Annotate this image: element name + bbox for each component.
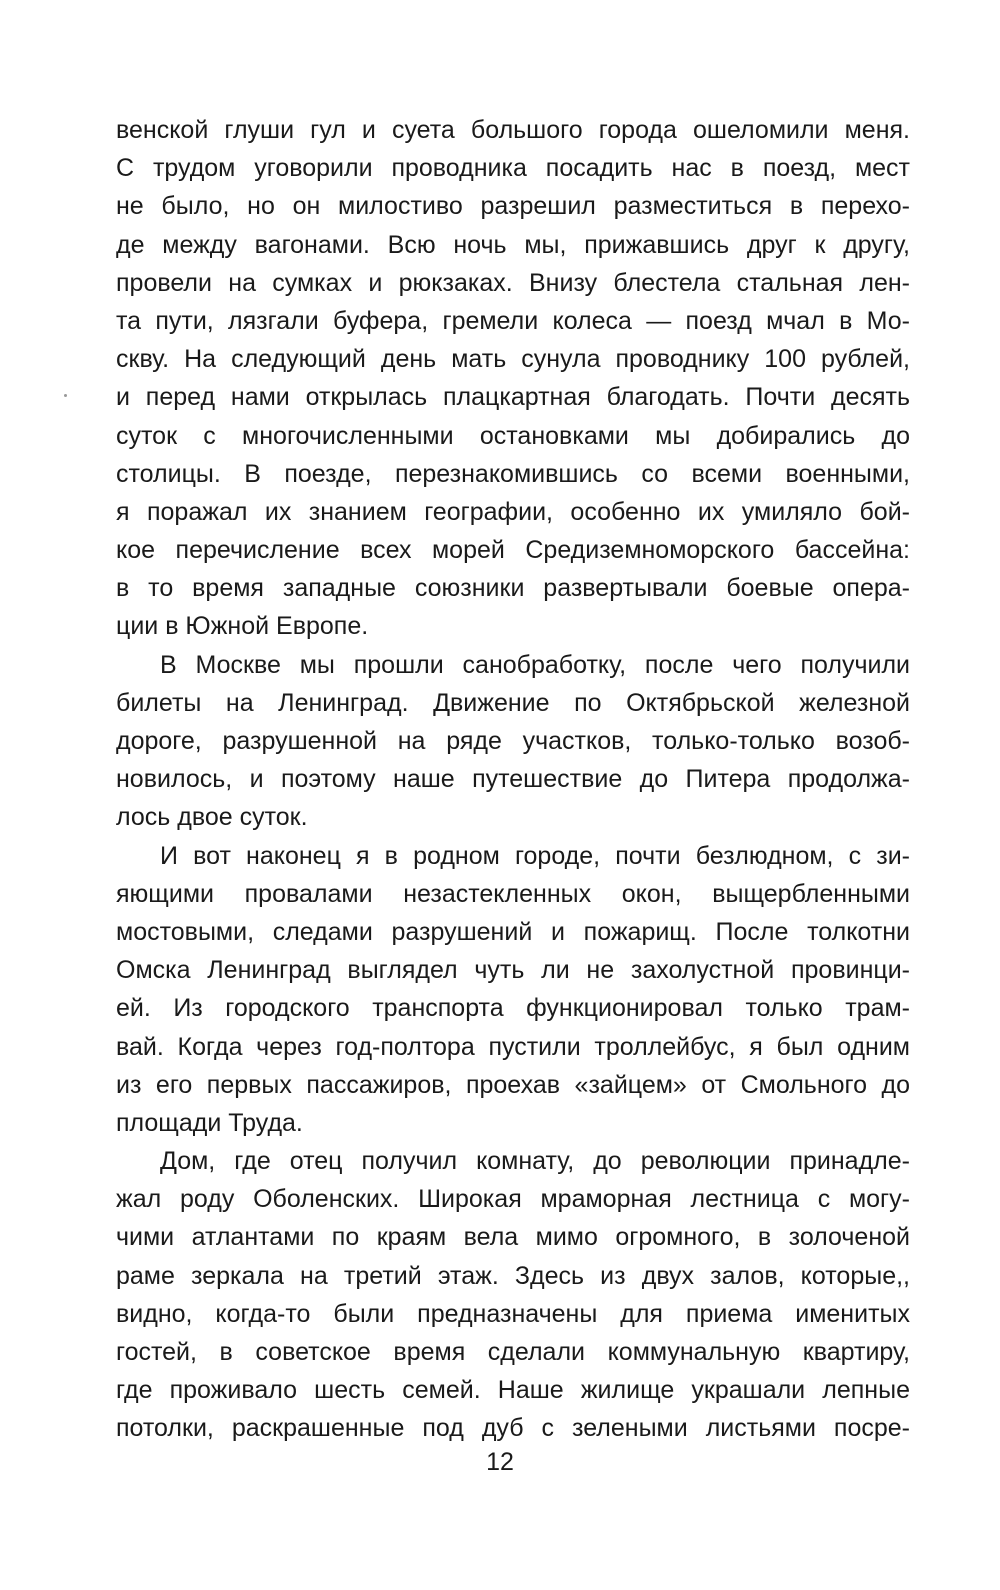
text-line: раме зеркала на третий этаж. Здесь из двух залов, которые,, bbox=[116, 1261, 910, 1290]
text-line: де между вагонами. Всю ночь мы, прижавшись друг к другу, bbox=[116, 230, 910, 259]
text-line: билеты на Ленинград. Движение по Октябрьской железной bbox=[116, 688, 910, 717]
page-number: 12 bbox=[486, 1448, 514, 1476]
text-line: венской глуши гул и суета большого города ошеломили меня. bbox=[116, 116, 910, 144]
text-line: лось двое суток. bbox=[116, 803, 308, 832]
text-line: не было, но он милостиво разрешил разместиться в перехо- bbox=[116, 192, 910, 221]
text-line: и перед нами открылась плацкартная благодать. Почти десять bbox=[116, 383, 910, 412]
text-line: та пути, лязгали буфера, гремели колеса — поезд мчал в Мо- bbox=[116, 306, 910, 335]
text-line: потолки, раскрашенные под дуб с зелеными листьями посре- bbox=[116, 1414, 910, 1443]
text-line: где проживало шесть семей. Наше жилище украшали лепные bbox=[116, 1376, 910, 1405]
text-line: провели на сумках и рюкзаках. Внизу блестела стальная лен- bbox=[116, 268, 910, 297]
text-line: вай. Когда через год-полтора пустили троллейбус, я был одним bbox=[116, 1032, 910, 1061]
text-line: В Москве мы прошли санобработку, после чего получили bbox=[160, 650, 910, 679]
text-line: чими атлантами по краям вела мимо огромного, в золоченой bbox=[116, 1223, 910, 1252]
text-line: С трудом уговорили проводника посадить нас в поезд, мест bbox=[116, 154, 910, 183]
text-line: площади Труда. bbox=[116, 1108, 303, 1137]
paragraph bbox=[116, 837, 910, 1143]
text-line: Омска Ленинград выглядел чуть ли не захолустной провинци- bbox=[116, 956, 910, 985]
text-line: ей. Из городского транспорта функционировал только трам- bbox=[116, 994, 910, 1023]
text-line: жал роду Оболенских. Широкая мраморная лестница с могу- bbox=[116, 1185, 910, 1214]
text-line: дороге, разрушенной на ряде участков, только-только возоб- bbox=[116, 727, 910, 755]
text-line: кое перечисление всех морей Средиземноморского бассейна: bbox=[116, 536, 910, 565]
text-line: видно, когда-то были предназначены для приема именитых bbox=[116, 1299, 910, 1328]
text-line: яющими провалами незастекленных окон, выщербленными bbox=[116, 879, 910, 908]
text-line: суток с многочисленными остановками мы добирались до bbox=[116, 421, 910, 450]
body-text bbox=[116, 111, 910, 1448]
paragraph bbox=[116, 111, 910, 646]
text-line: мостовыми, следами разрушений и пожарищ. После толкотни bbox=[116, 917, 910, 946]
text-line: ции в Южной Европе. bbox=[116, 612, 369, 641]
text-line: новилось, и поэтому наше путешествие до Питера продолжа- bbox=[116, 765, 910, 794]
paragraph bbox=[116, 1142, 910, 1448]
text-line: И вот наконец я в родном городе, почти безлюдном, с зи- bbox=[160, 841, 910, 870]
text-line: из его первых пассажиров, проехав «зайцем» от Смольного до bbox=[116, 1070, 910, 1099]
text-line: я поражал их знанием географии, особенно их умиляло бой- bbox=[116, 497, 910, 526]
text-line: Дом, где отец получил комнату, до революции принадле- bbox=[160, 1147, 910, 1176]
text-line: скву. На следующий день мать сунула проводнику 100 рублей, bbox=[116, 345, 910, 374]
text-line: в то время западные союзники развертывали боевые опера- bbox=[116, 574, 910, 603]
scan-speck bbox=[64, 394, 67, 397]
text-line: столицы. В поезде, перезнакомившись со всеми военными, bbox=[116, 459, 910, 488]
paragraph bbox=[116, 646, 910, 837]
text-line: гостей, в советское время сделали коммунальную квартиру, bbox=[116, 1338, 910, 1366]
